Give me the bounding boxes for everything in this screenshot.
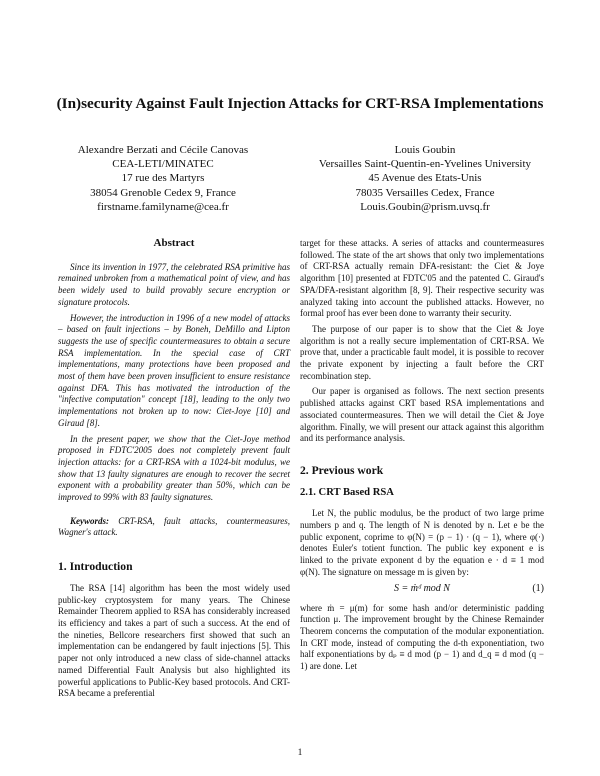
body-paragraph: target for these attacks. A series of attacks and countermeasures followed. The state of the art shows that only two implementations of CRT-RSA actually remain DFA-resistant: the Ciet & Joye algorithm [10] presented at FDTC'05 and the patented C. Giraud's SPA/DFA-resistant algorithm [8, 9]. Their respective security was analyzed taking into account the published attacks. However, no formal proof has ever been done to warranty their security. — [300, 238, 544, 319]
author-street: 45 Avenue des Etats-Unis — [368, 172, 482, 185]
page-number: 1 — [297, 748, 303, 758]
paper-title: (In)security Against Fault Injection Attacks for CRT-RSA Implementations — [56, 95, 544, 112]
body-paragraph: where ṁ = μ(m) for some hash and/or deterministic padding function μ. The improvement brought by the Chinese Remainder Theorem concerns the computation of the modular exponentiation. In CRT mode, instead of computing the d-th exponentiation, two half exponentiations by dₚ ≡ d mod (p − 1) and d_q ≡ d mod (q − 1) are done. Let — [300, 602, 544, 672]
equation-formula: S = ṁᵈ mod N — [394, 582, 450, 594]
author-email: firstname.familyname@cea.fr — [97, 200, 229, 213]
abstract-heading: Abstract — [153, 237, 195, 249]
right-column — [300, 238, 544, 677]
author-names: Alexandre Berzati and Cécile Canovas — [77, 144, 249, 156]
author-block-left — [48, 143, 278, 214]
keywords-label: Keywords: — [70, 515, 109, 526]
author-street: 17 rue des Martyrs — [121, 172, 205, 185]
equation-1 — [300, 583, 544, 599]
left-column — [58, 238, 290, 704]
author-affiliation: Versailles Saint-Quentin-en-Yvelines University — [318, 158, 532, 171]
abstract-paragraph: However, the introduction in 1996 of a new model of attacks – based on fault injections – by Boneh, DeMillo and Lipton suggests the use of specific countermeasures to obtain a secure RSA implementation. In the special case of CRT implementations, many protections have been proposed and most of them have been proven insufficient to ensure resistance against DFA. This has motivated the introduction of the "infective computation" concept [18], leading to the only two implementations not broken up to now: Ciet-Joye [10] and Giraud [8]. — [58, 312, 290, 428]
subsection-heading-crt-rsa: 2.1. CRT Based RSA — [300, 486, 394, 498]
equation-number: (1) — [532, 582, 544, 594]
keywords — [58, 516, 290, 539]
author-affiliation: CEA-LETI/MINATEC — [112, 158, 214, 171]
author-email: Louis.Goubin@prism.uvsq.fr — [360, 200, 490, 213]
body-paragraph: Our paper is organised as follows. The next section presents published attacks against CRT based RSA implementations and associated countermeasures. Then we will detail the Ciet & Joye algorithm. Finally, we will present our attack against this algorithm and its performance analysis. — [300, 386, 544, 444]
abstract-paragraph: In the present paper, we show that the Ciet-Joye method proposed in FDTC'2005 does not completely prevent fault injection attacks: for a CRT-RSA with a 1024-bit modulus, we show that 13 faulty signatures are enough to recover the secret exponent with a probability greater than 50%, which can be improved to 99% with 83 faulty signatures. — [58, 433, 290, 503]
author-block-right — [275, 143, 575, 214]
author-city: 38054 Grenoble Cedex 9, France — [90, 186, 236, 199]
author-city: 78035 Versailles Cedex, France — [355, 186, 495, 199]
section-heading-introduction: 1. Introduction — [58, 560, 133, 574]
section-heading-previous-work: 2. Previous work — [300, 463, 384, 477]
body-paragraph: Let N, the public modulus, be the product of two large prime numbers p and q. The length of N is denoted by n. Let e be the public exponent, coprime to φ(N) = (p − 1) · (q − 1), where φ(·) denotes Euler's totient function. The public key exponent e is linked to the private exponent d by the equation e · d ≡ 1 mod φ(N). The signature on message m is given by: — [300, 508, 544, 577]
author-names: Louis Goubin — [394, 144, 456, 156]
body-paragraph: The purpose of our paper is to show that the Ciet & Joye algorithm is not a really secure implementation of CRT-RSA. We prove that, under a practicable fault model, it is possible to recover the private exponent by injecting a fault before the CRT recombination step. — [300, 323, 544, 381]
keywords-text: CRT-RSA, fault attacks, countermeasures, Wagner's attack. — [58, 515, 290, 538]
abstract-paragraph: Since its invention in 1977, the celebrated RSA primitive has remained unbroken from a mathematical point of view, and has been widely used to build provably secure encryption or signature protocols. — [58, 261, 290, 307]
introduction-paragraph: The RSA [14] algorithm has been the most widely used public-key cryptosystem for many years. The Chinese Remainder Theorem applied to RSA has considerably increased its efficiency and takes a part of such a success. At the end of the nineties, Bellcore researchers first showed that such an implementation can be endangered by fault injections [5]. This paper not only introduced a new class of side-channel attacks named Differential Fault Analysis but also highlighted its powerful applications to Public-Key based protocols. And CRT-RSA became a preferential — [58, 582, 290, 699]
